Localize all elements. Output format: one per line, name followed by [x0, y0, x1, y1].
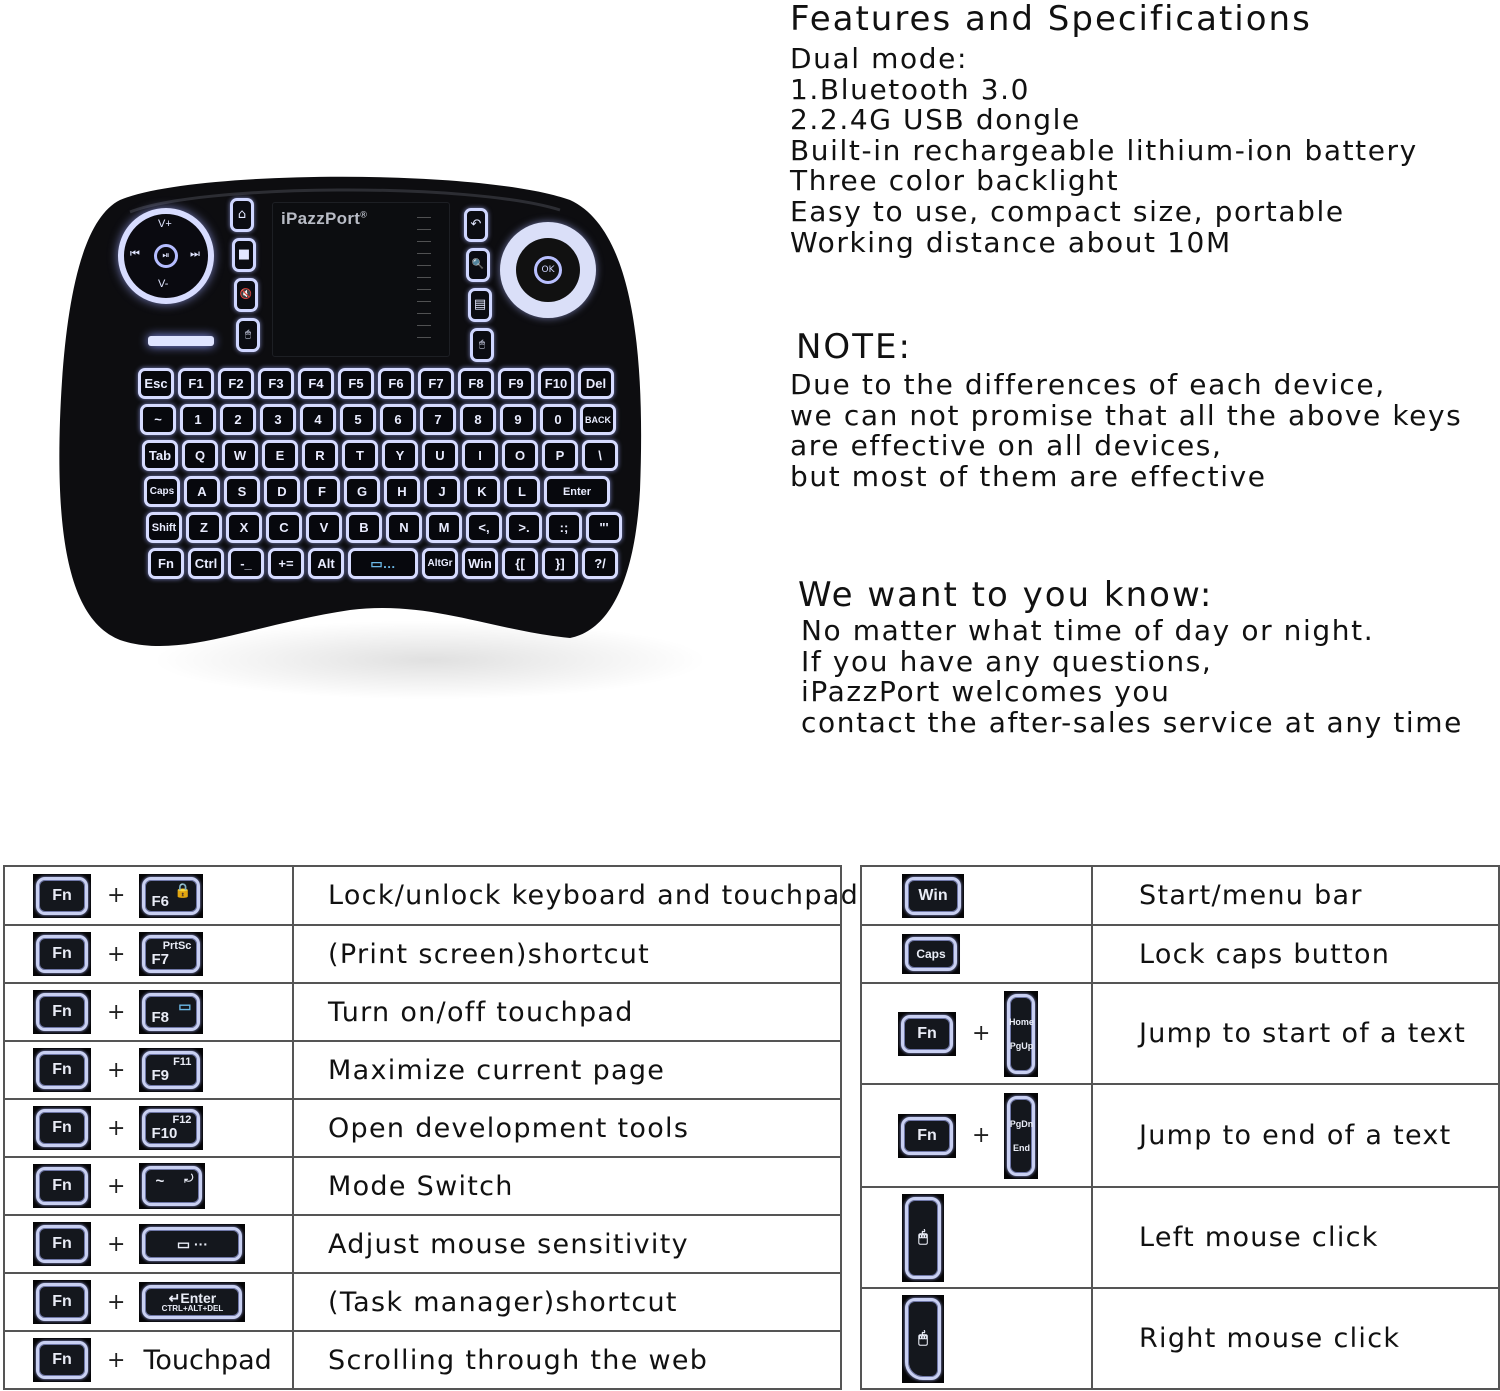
play-pause-icon: ⏯ [154, 244, 178, 268]
key: T [342, 440, 378, 471]
menu-icon: ▤ [468, 288, 492, 322]
features-section [790, 0, 1418, 258]
ok-button: OK [534, 256, 562, 284]
table-row [4, 1331, 841, 1389]
note-title: NOTE: [796, 327, 912, 367]
key: A [184, 476, 220, 507]
plus-sign: + [107, 883, 126, 908]
shortcut-description: Start/menu bar [1092, 866, 1499, 925]
key: U [422, 440, 458, 471]
f8-touchpad-key-icon: F8 ▭ [139, 990, 203, 1034]
table-row [861, 925, 1499, 983]
note-line: are effective on all devices, [790, 429, 1223, 463]
backlight-indicator [148, 336, 214, 346]
key: V [306, 512, 342, 543]
key: F10 [538, 368, 574, 399]
fn-key-icon: Fn [898, 1012, 956, 1056]
shortcut-description: Left mouse click [1092, 1187, 1499, 1288]
plus-sign: + [107, 1289, 126, 1315]
f10-key-icon: F10 F12 [139, 1106, 203, 1150]
key: F1 [178, 368, 214, 399]
table-row [4, 1215, 841, 1273]
key: W [222, 440, 258, 471]
fn-key-icon: Fn [33, 874, 91, 918]
fn-key-icon: Fn [33, 1222, 91, 1266]
table-row [4, 925, 841, 983]
fn-key-icon: Fn [33, 932, 91, 976]
shortcut-description: Mode Switch [293, 1157, 841, 1215]
key: E [262, 440, 298, 471]
key: L [504, 476, 540, 507]
key: 0 [540, 404, 576, 435]
key: 2 [220, 404, 256, 435]
key: 5 [340, 404, 376, 435]
feature-line: 2.2.4G USB dongle [790, 103, 1081, 137]
feature-line: Built-in rechargeable lithium-ion battery [790, 133, 1418, 167]
scroll-strip [417, 217, 431, 345]
key: <, [466, 512, 502, 543]
table-row [861, 1084, 1499, 1187]
key: C [266, 512, 302, 543]
know-line: contact the after-sales service at any time [801, 705, 1463, 739]
know-line: iPazzPort welcomes you [801, 675, 1171, 709]
pgdn-end-key-icon: PgDn End [1004, 1093, 1038, 1179]
dpad-arrows [516, 238, 580, 302]
note-line: we can not promise that all the above keys [790, 398, 1463, 432]
key: N [386, 512, 422, 543]
feature-line: Easy to use, compact size, portable [790, 194, 1345, 228]
shortcut-description: Jump to start of a text [1092, 983, 1499, 1084]
key: Alt [308, 548, 344, 579]
key: F9 [498, 368, 534, 399]
f9-key-icon: F9 F11 [139, 1048, 203, 1092]
features-title: Features and Specifications [790, 0, 1312, 39]
shortcut-description: Open development tools [293, 1099, 841, 1157]
note-line: but most of them are effective [790, 459, 1267, 493]
plus-sign: + [972, 1021, 991, 1046]
key: ~ [140, 404, 176, 435]
touchpad [272, 202, 450, 357]
key: F7 [418, 368, 454, 399]
volume-up-label: V+ [158, 218, 172, 230]
table-row [861, 983, 1499, 1084]
key: F6 [378, 368, 414, 399]
key: S [224, 476, 260, 507]
volume-down-label: V- [158, 278, 169, 290]
feature-line: Three color backlight [790, 164, 1120, 198]
key: M [426, 512, 462, 543]
keyboard-product-image [40, 150, 660, 710]
key: {[ [502, 548, 538, 579]
home-icon: ⌂ [230, 198, 254, 232]
key: Esc [138, 368, 174, 399]
know-line: No matter what time of day or night. [801, 614, 1375, 647]
table-row [4, 866, 841, 925]
key: 3 [260, 404, 296, 435]
feature-line: Working distance about 10M [790, 225, 1232, 259]
key: X [226, 512, 262, 543]
table-row [4, 1041, 841, 1099]
key: R [302, 440, 338, 471]
key: }] [542, 548, 578, 579]
fn-key-icon: Fn [33, 990, 91, 1034]
key: ?/ [582, 548, 618, 579]
feature-line: Dual mode: [790, 42, 968, 75]
fn-key-icon: Fn [33, 1280, 91, 1324]
win-key-icon: Win [902, 874, 964, 918]
shortcut-description: (Task manager)shortcut [293, 1273, 841, 1331]
shortcut-description: Maximize current page [293, 1041, 841, 1099]
f6-lock-key-icon: F6 🔒 [139, 874, 203, 918]
note-section [790, 328, 1462, 492]
plus-sign: + [107, 1347, 126, 1373]
key: :; [546, 512, 582, 543]
brand-logo: iPazzPort® [281, 209, 368, 228]
right-mouse-key-icon: 🖱 [902, 1295, 944, 1383]
plus-sign: + [107, 1173, 126, 1199]
fn-key-icon: Fn [33, 1338, 91, 1382]
key: O [502, 440, 538, 471]
key: F8 [458, 368, 494, 399]
fn-key-icon: Fn [33, 1048, 91, 1092]
fn-key-icon: Fn [33, 1164, 91, 1208]
shortcut-description: Scrolling through the web [293, 1331, 841, 1389]
key: Win [462, 548, 498, 579]
key: Q [182, 440, 218, 471]
key: 8 [460, 404, 496, 435]
media-control-ring [118, 208, 214, 304]
plus-sign: + [107, 999, 126, 1025]
table-row [4, 1099, 841, 1157]
key: BACK [580, 404, 616, 435]
back-icon: ↶ [464, 208, 488, 242]
mouse-right-icon: 🖱 [470, 328, 494, 362]
key: Del [578, 368, 614, 399]
key: 6 [380, 404, 416, 435]
left-mouse-key-icon: 🖱 [902, 1194, 944, 1282]
key: += [268, 548, 304, 579]
key: 4 [300, 404, 336, 435]
key: >. [506, 512, 542, 543]
fn-key-icon: Fn [898, 1114, 956, 1158]
know-line: If you have any questions, [801, 644, 1213, 678]
key: Tab [142, 440, 178, 471]
note-line: Due to the differences of each device, [790, 368, 1386, 401]
key: AltGr [422, 548, 458, 579]
key: Enter [544, 476, 610, 507]
mode-switch-key-icon: ~ ⤾ [139, 1163, 205, 1209]
table-row [861, 1187, 1499, 1288]
shortcut-description: Lock caps button [1092, 925, 1499, 983]
mute-icon: 🔇 [234, 278, 258, 312]
key: 9 [500, 404, 536, 435]
search-icon: 🔍 [466, 248, 490, 282]
table-row [4, 1157, 841, 1215]
key: D [264, 476, 300, 507]
keyboard-keys [128, 368, 648, 584]
caps-key-icon: Caps [902, 934, 960, 974]
key: "' [586, 512, 622, 543]
shortcut-description: Right mouse click [1092, 1288, 1499, 1389]
key: K [464, 476, 500, 507]
key: -_ [228, 548, 264, 579]
key: 7 [420, 404, 456, 435]
table-row [4, 983, 841, 1041]
shortcut-description: Adjust mouse sensitivity [293, 1215, 841, 1273]
plus-sign: + [107, 1115, 126, 1141]
key: \ [582, 440, 618, 471]
shortcut-description: Turn on/off touchpad [293, 983, 841, 1041]
key: P [542, 440, 578, 471]
home-pgup-key-icon: Home PgUp [1004, 991, 1038, 1077]
plus-sign: + [107, 941, 126, 967]
key: F2 [218, 368, 254, 399]
key: F5 [338, 368, 374, 399]
mouse-sensitivity-key-icon: ▭ ··· [139, 1224, 245, 1264]
touchpad-label: Touchpad [143, 1344, 272, 1376]
directional-pad [500, 222, 596, 318]
key: Fn [148, 548, 184, 579]
key: Z [186, 512, 222, 543]
key: F [304, 476, 340, 507]
enter-key-icon: ↵Enter CTRL+ALT+DEL [139, 1282, 245, 1322]
previous-track-icon: ⏮ [130, 248, 140, 260]
next-track-icon: ⏭ [190, 248, 200, 260]
stop-icon: ■ [232, 238, 256, 272]
shortcut-description: Jump to end of a text [1092, 1084, 1499, 1187]
special-keys-table [860, 865, 1500, 1390]
key: Y [382, 440, 418, 471]
key: ▭… [348, 548, 418, 579]
key: F3 [258, 368, 294, 399]
key: F4 [298, 368, 334, 399]
key: Caps [144, 476, 180, 507]
feature-line: 1.Bluetooth 3.0 [790, 72, 1031, 106]
fn-shortcuts-table [3, 865, 860, 1390]
shortcut-description: Lock/unlock keyboard and touchpad [293, 866, 841, 925]
table-row [4, 1273, 841, 1331]
key: B [346, 512, 382, 543]
know-title: We want to you know: [798, 575, 1214, 615]
key: Shift [146, 512, 182, 543]
fn-key-icon: Fn [33, 1106, 91, 1150]
shortcut-description: (Print screen)shortcut [293, 925, 841, 983]
plus-sign: + [972, 1123, 991, 1148]
key: H [384, 476, 420, 507]
key: I [462, 440, 498, 471]
f7-prtsc-key-icon: F7 PrtSc [139, 932, 203, 976]
table-row [861, 866, 1499, 925]
plus-sign: + [107, 1231, 126, 1257]
know-section [798, 576, 1463, 738]
mouse-left-icon: 🖱 [236, 318, 260, 352]
key: 1 [180, 404, 216, 435]
table-row [861, 1288, 1499, 1389]
key: J [424, 476, 460, 507]
key: G [344, 476, 380, 507]
plus-sign: + [107, 1057, 126, 1083]
key: Ctrl [188, 548, 224, 579]
